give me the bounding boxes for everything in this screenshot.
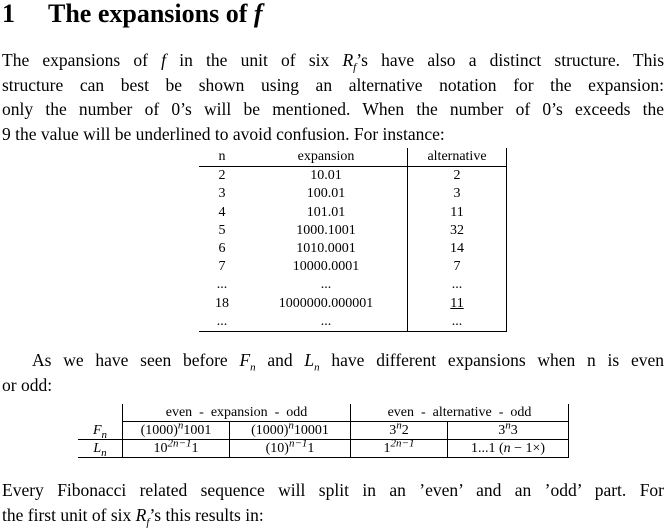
paragraph-2 [2, 348, 664, 397]
table2-row-F [78, 422, 569, 440]
para1-line2: structure can best be shown using an alternative notation for the expansion: [2, 74, 664, 95]
table-row [199, 276, 507, 294]
cell-expansion: ... [245, 313, 408, 332]
cell-expansion: 10.01 [310, 168, 342, 184]
header-alternative: even - alternative - odd [351, 404, 569, 422]
table-row [199, 222, 507, 240]
cell-n: 3 [218, 186, 226, 202]
cell-alternative: 11 [408, 204, 507, 222]
cell-expansion: 100.01 [306, 186, 346, 202]
col-header-n: n [199, 148, 245, 167]
cell-expansion: 10000.0001 [292, 259, 360, 275]
cell-expansion: 101.01 [306, 204, 346, 220]
cell-alternative: 7 [408, 258, 507, 276]
para3-line2: the first unit of six $R_f’s$ this results in: [2, 504, 264, 528]
even-odd-table [78, 404, 569, 458]
cell-n: 18 [215, 295, 229, 311]
cell-L-odd-alternative: 1...1 (n − 1×) [448, 440, 569, 458]
section-heading [2, 0, 263, 28]
col-header-alternative: alternative [408, 148, 507, 167]
paragraph-3 [2, 478, 664, 527]
expansion-table [199, 148, 507, 332]
section-title: The expansions of [48, 0, 254, 28]
para1-line4: 9 the value will be underlined to avoid confusion. For instance: [2, 123, 445, 144]
cell-alternative: ... [408, 276, 507, 294]
table-row [199, 313, 507, 332]
table2-row-L [78, 440, 569, 458]
cell-alternative: 11 [408, 295, 507, 313]
table-header-row [199, 148, 507, 167]
cell-alternative: 14 [408, 240, 507, 258]
cell-alternative: 2 [408, 167, 507, 186]
paragraph-1 [2, 48, 664, 146]
row-label-L: $L_n$ [78, 440, 123, 458]
table-row [199, 258, 507, 276]
table-row [199, 167, 507, 186]
para1-line1: The expansions of f in the unit of six $R_f’s$ have also a distinct structure. This [2, 50, 664, 74]
para3-line1: Every Fibonacci related sequence will split in an ’even’ and an ’odd’ part. For [2, 480, 664, 500]
cell-alternative: 3 [408, 185, 507, 203]
header-expansion: even - expansion - odd [123, 404, 351, 422]
cell-L-odd-expansion: $(10)^{n-1}1$ [230, 440, 351, 458]
cell-n: ... [216, 277, 228, 293]
cell-L-even-expansion: $10^{2n-1}1$ [123, 440, 230, 458]
cell-n: 5 [218, 222, 226, 238]
cell-n: 7 [218, 259, 226, 275]
section-number: 1 [2, 0, 15, 28]
section-title-var: f [253, 0, 263, 28]
cell-F-even-alternative: 3$^n$2 [351, 422, 448, 440]
cell-n: 2 [218, 168, 226, 184]
cell-n: 4 [218, 204, 226, 220]
cell-expansion: ... [320, 277, 332, 293]
col-header-expansion: expansion [245, 148, 408, 167]
cell-L-even-alternative: $1^{2n-1}$ [351, 440, 448, 458]
cell-F-odd-alternative: 3$^n$3 [448, 422, 569, 440]
table-row [199, 240, 507, 258]
cell-expansion: 1000.1001 [296, 222, 356, 238]
cell-expansion: 1010.0001 [296, 241, 356, 257]
para1-line3: only the number of 0’s will be mentioned. When the number of 0’s exceeds the [2, 99, 664, 119]
para2-line1: As we have seen before $F_n$ and $L_n$ have different expansions when n is even [32, 350, 664, 374]
row-label-F: $F_n$ [78, 422, 123, 440]
cell-n: ... [199, 313, 245, 332]
para2-line2: or odd: [2, 374, 53, 395]
cell-n: 6 [218, 241, 226, 257]
cell-alternative: 32 [408, 222, 507, 240]
cell-F-odd-expansion: $(1000)^n10001$ [230, 422, 351, 440]
table-row [199, 295, 507, 313]
cell-alternative: ... [408, 313, 507, 332]
table2-header-row [78, 404, 569, 422]
table-row [199, 204, 507, 222]
table-row [199, 185, 507, 203]
cell-F-even-expansion: $(1000)^n1001$ [123, 422, 230, 440]
cell-expansion: 1000000.000001 [278, 295, 374, 311]
